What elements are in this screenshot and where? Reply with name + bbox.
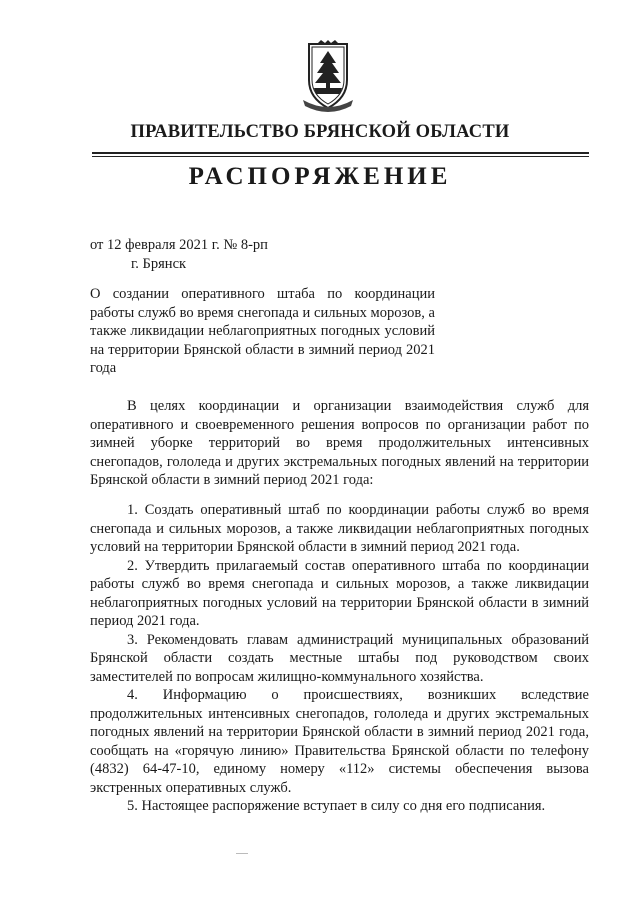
list-item: 5. Настоящее распоряжение вступает в силу со дня его подписания. [127,798,546,814]
header-rule-thin [92,156,589,157]
header-rule-thick [92,152,589,154]
list-item: 3. Рекомендовать главам администраций муниципальных образований Брянской области создать местные штабы под руководством своих заместителей по вопросам жилищно-коммунального хозяйства. [90,631,589,685]
list-item: 2. Утвердить прилагаемый состав оперативного штаба по координации работы служб во время снегопада и сильных морозов, а также ликвидации неблагоприятных погодных условий на территории Брянской области в зимний период 2021 года. [90,557,589,629]
document-items [90,501,589,816]
document-preamble: В целях координации и организации взаимодействия служб для оперативного и своевременного решения вопросов по организации работ по зимней уборке территорий во время продолжительных интенсивных снегопадов, гололеда и других экстремальных погодных явлений на территории Брянской области в зимний период 2021 года: [90,398,589,488]
list-item: 4. Информацию о происшествиях, возникших вследствие продолжительных интенсивных снегопадов, гололеда и других экстремальных погодных явлений на территории Брянской области в зимний период 2021 года, сообщать на «горячую линию» Правительства Брянской области по телефону (4832) 64-47-10, единому номеру «112» системы обеспечения вызова экстренных оперативных служб. [90,687,589,796]
list-item: 1. Создать оперативный штаб по координации работы служб во время снегопада и сильных морозов, а также ликвидации неблагоприятных погодных условий на территории Брянской области в зимний период 2021 года. [90,502,589,555]
document-city: г. Брянск [131,256,187,272]
scan-artifact [236,853,248,854]
document-type-title: РАСПОРЯЖЕНИЕ [188,163,452,190]
document-subject: О создании оперативного штаба по координации работы служб во время снегопада и сильных морозов, а также ликвидации неблагоприятных погодных условий на территории Брянской области в зимний период 2021 года [90,286,435,376]
document-date-number: от 12 февраля 2021 г. № 8-рп [90,237,268,253]
organization-title: ПРАВИТЕЛЬСТВО БРЯНСКОЙ ОБЛАСТИ [130,122,510,142]
coat-of-arms-icon [295,40,361,112]
